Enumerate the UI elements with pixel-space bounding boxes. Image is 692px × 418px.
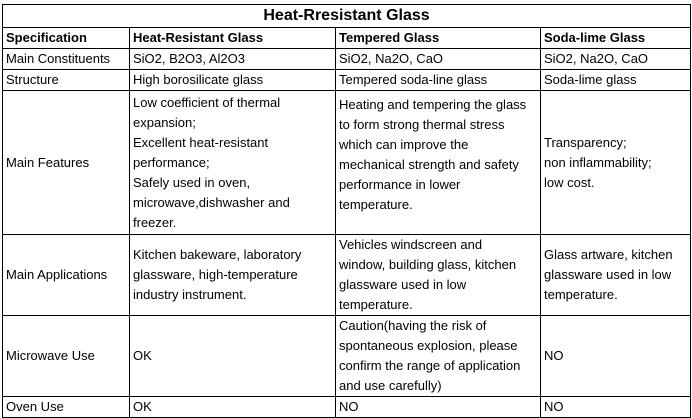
row-label-structure[interactable]: Structure <box>3 70 130 91</box>
table-cell[interactable]: SiO2, Na2O, CaO <box>541 49 691 70</box>
column-header-heat-resistant-glass[interactable]: Heat-Resistant Glass <box>130 28 336 49</box>
column-header-tempered-glass[interactable]: Tempered Glass <box>336 28 541 49</box>
table-cell[interactable]: OK <box>130 397 336 418</box>
table-cell[interactable]: High borosilicate glass <box>130 70 336 91</box>
row-label-main-features[interactable]: Main Features <box>3 91 130 235</box>
table-cell[interactable]: Soda-lime glass <box>541 70 691 91</box>
column-header-soda-lime-glass[interactable]: Soda-lime Glass <box>541 28 691 49</box>
table-cell[interactable]: SiO2, Na2O, CaO <box>336 49 541 70</box>
table-cell[interactable]: NO <box>336 397 541 418</box>
table-row <box>3 70 691 91</box>
table-row <box>3 397 691 418</box>
table-cell[interactable]: OK <box>130 316 336 397</box>
table-cell[interactable]: Kitchen bakeware, laboratory glassware, high-temperature industry instrument. <box>130 235 336 316</box>
table-cell[interactable]: Transparency; non inflammability; low cost. <box>541 91 691 235</box>
table-cell[interactable]: Tempered soda-line glass <box>336 70 541 91</box>
table-cell[interactable]: Low coefficient of thermal expansion; Excellent heat-resistant performance; Safely used in oven, microwave,dishwasher and freezer. <box>130 91 336 235</box>
table-row <box>3 91 691 235</box>
table-cell[interactable]: Heating and tempering the glass to form strong thermal stress which can improve the mechanical strength and safety performance in lower temperature. <box>336 91 541 235</box>
table-title[interactable]: Heat-Rresistant Glass <box>3 5 691 28</box>
spreadsheet <box>2 4 690 418</box>
row-label-main-constituents[interactable]: Main Constituents <box>3 49 130 70</box>
comparison-table <box>2 4 691 418</box>
table-cell[interactable]: Caution(having the risk of spontaneous explosion, please confirm the range of application and use carefully) <box>336 316 541 397</box>
table-row <box>3 316 691 397</box>
column-header-specification[interactable]: Specification <box>3 28 130 49</box>
row-label-oven-use[interactable]: Oven Use <box>3 397 130 418</box>
header-row <box>3 28 691 49</box>
row-label-microwave-use[interactable]: Microwave Use <box>3 316 130 397</box>
table-cell[interactable]: Vehicles windscreen and window, building glass, kitchen glassware used in low temperature. <box>336 235 541 316</box>
table-row <box>3 235 691 316</box>
table-cell[interactable]: NO <box>541 316 691 397</box>
table-cell[interactable]: Glass artware, kitchen glassware used in low temperature. <box>541 235 691 316</box>
row-label-main-applications[interactable]: Main Applications <box>3 235 130 316</box>
table-cell[interactable]: NO <box>541 397 691 418</box>
table-cell[interactable]: SiO2, B2O3, Al2O3 <box>130 49 336 70</box>
title-row <box>3 5 691 28</box>
table-row <box>3 49 691 70</box>
